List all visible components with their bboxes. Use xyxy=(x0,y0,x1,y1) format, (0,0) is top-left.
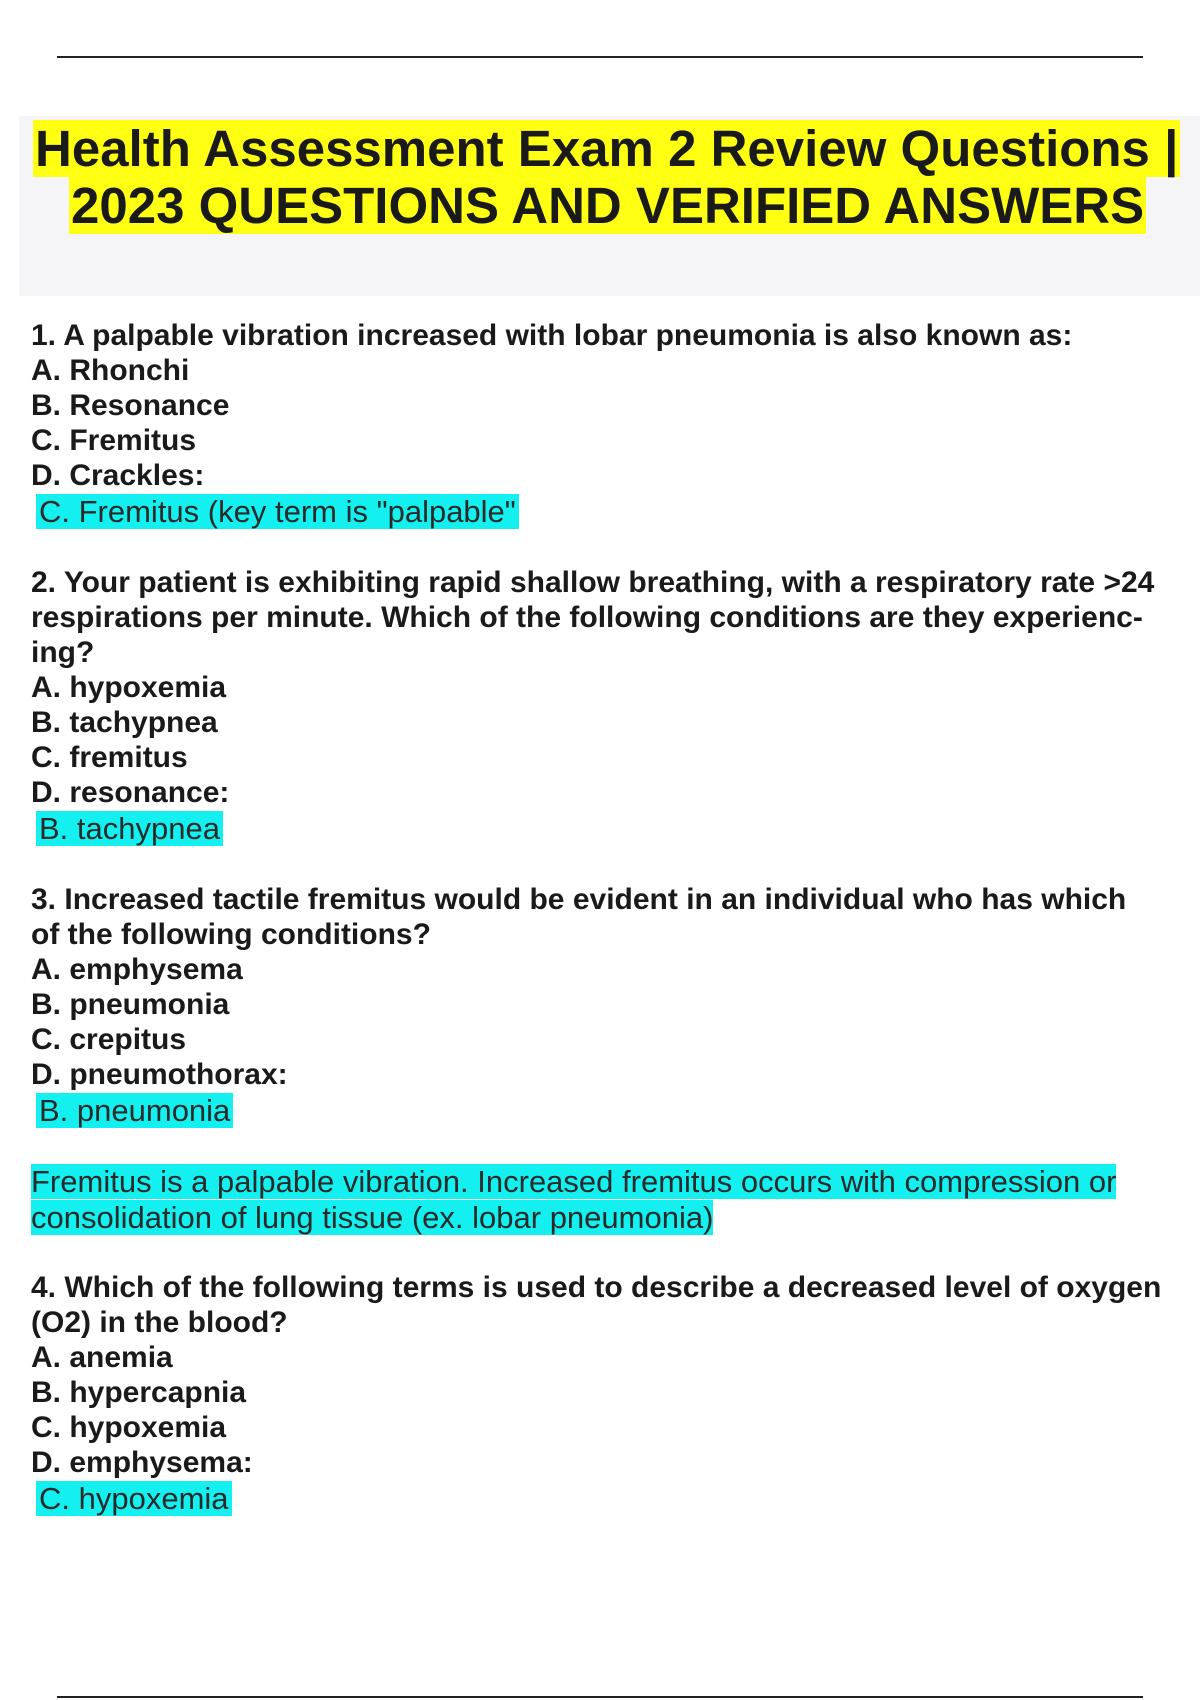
option-d: D. emphysema: xyxy=(31,1446,253,1479)
option-c: C. hypoxemia xyxy=(31,1411,227,1444)
question-text-line-1: 2. Your patient is exhibiting rapid shallow breathing, with a respiratory rate >24 xyxy=(31,566,1155,599)
option-c: C. crepitus xyxy=(31,1023,187,1056)
option-b: B. Resonance xyxy=(31,389,230,422)
answer-highlight: B. tachypnea xyxy=(36,811,223,846)
title-block xyxy=(19,116,1200,296)
option-b: B. tachypnea xyxy=(31,706,218,739)
header-rule xyxy=(57,56,1143,58)
answer-highlight: C. Fremitus (key term is "palpable" xyxy=(36,494,519,529)
option-d: D. Crackles: xyxy=(31,459,205,492)
question-text-line-3: ing? xyxy=(31,636,95,669)
option-a: A. emphysema xyxy=(31,953,243,986)
option-c: C. Fremitus xyxy=(31,424,197,457)
question-text-line-1: 4. Which of the following terms is used to describe a decreased level of oxygen xyxy=(31,1271,1162,1304)
answer-highlight: C. hypoxemia xyxy=(36,1481,232,1516)
option-a: A. hypoxemia xyxy=(31,671,227,704)
option-a: A. Rhonchi xyxy=(31,354,190,387)
question-1 xyxy=(31,318,1200,529)
questions-content xyxy=(31,318,1200,1516)
title-line-1: Health Assessment Exam 2 Review Questions | xyxy=(35,120,1179,177)
option-b: B. pneumonia xyxy=(31,988,230,1021)
title-line-2: 2023 QUESTIONS AND VERIFIED ANSWERS xyxy=(71,177,1145,234)
question-4 xyxy=(31,1270,1200,1516)
question-text-line-2: of the following conditions? xyxy=(31,918,431,951)
footer-rule xyxy=(57,1696,1143,1698)
explanation-text: Fremitus is a palpable vibration. Increased fremitus occurs with compression or consolidation of lung tissue (ex. lobar pneumonia) xyxy=(31,1164,1117,1235)
option-d: D. resonance: xyxy=(31,776,230,809)
option-d: D. pneumothorax: xyxy=(31,1058,288,1091)
question-text-line-1: 3. Increased tactile fremitus would be evident in an individual who has which xyxy=(31,883,1127,916)
option-a: A. anemia xyxy=(31,1341,173,1374)
question-text-line-2: respirations per minute. Which of the following conditions are they experienc- xyxy=(31,601,1143,634)
answer-highlight: B. pneumonia xyxy=(36,1093,233,1128)
explanation-note xyxy=(31,1164,1171,1236)
option-c: C. fremitus xyxy=(31,741,188,774)
question-text: 1. A palpable vibration increased with lobar pneumonia is also known as: xyxy=(31,319,1073,352)
question-3 xyxy=(31,882,1200,1236)
question-2 xyxy=(31,565,1200,846)
option-b: B. hypercapnia xyxy=(31,1376,247,1409)
question-text-line-2: (O2) in the blood? xyxy=(31,1306,288,1339)
